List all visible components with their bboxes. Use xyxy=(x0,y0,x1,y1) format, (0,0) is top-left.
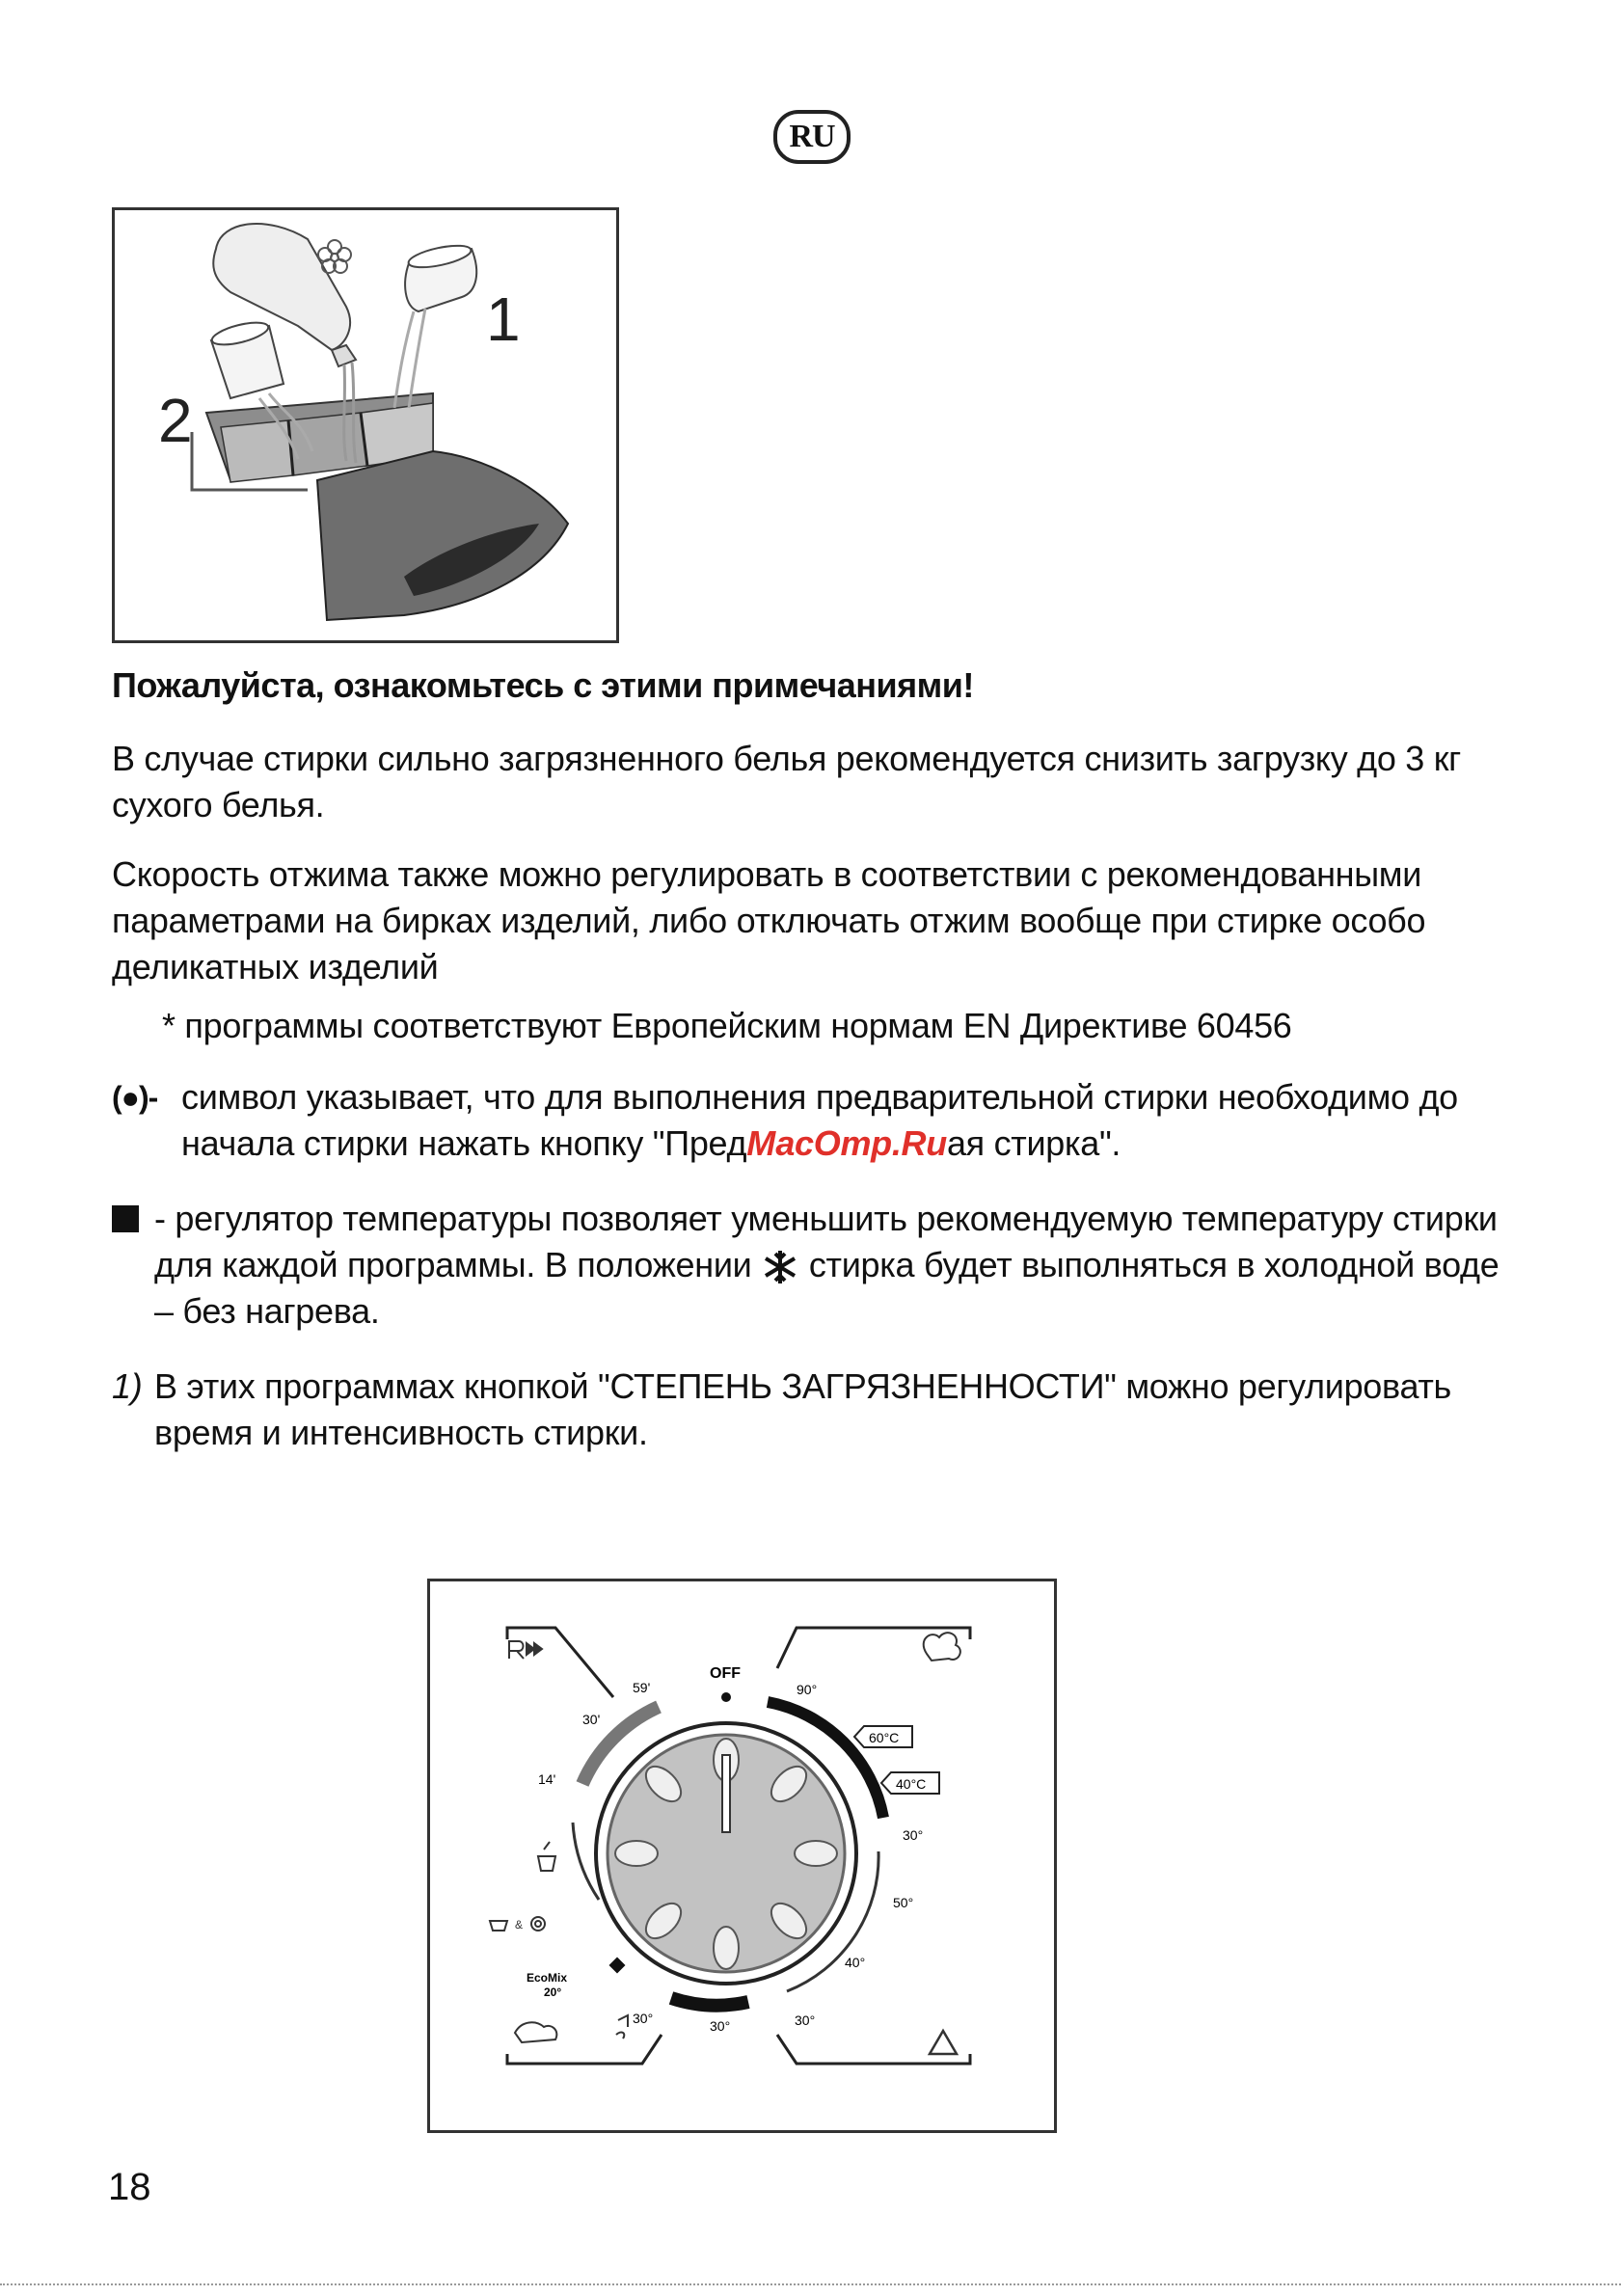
page-number: 18 xyxy=(108,2166,151,2208)
note-paragraph-standard: * программы соответствуют Европейским нормам EN Директиве 60456 xyxy=(162,1006,1292,1045)
compartment-label-2: 2 xyxy=(158,386,193,455)
wool-icon xyxy=(515,2022,556,2042)
snowflake-icon xyxy=(761,1248,799,1286)
bottom-arc xyxy=(671,1998,748,2006)
dial-label-30-bottom-2: 30° xyxy=(710,2018,731,2034)
rapid-icon xyxy=(509,1641,542,1659)
cotton-icon xyxy=(924,1633,960,1661)
dial-label-40c: 40°C xyxy=(896,1776,927,1792)
ecomix-label: EcoMix xyxy=(527,1971,568,1985)
dial-label-30-right: 30° xyxy=(903,1827,924,1843)
delicate-icon xyxy=(930,2031,957,2054)
temperature-text-end: стирка будет выполняться в холодной воде – без нагрева. xyxy=(154,1245,1499,1331)
dial-label-30: 30' xyxy=(582,1712,601,1727)
dial-label-30-delicate: 30° xyxy=(795,2012,816,2028)
ecomix-icon xyxy=(609,1958,626,1974)
dispenser-drawing xyxy=(115,210,616,640)
language-badge: RU xyxy=(773,110,851,164)
dial-label-30-bottom-1: 30° xyxy=(633,2011,654,2026)
flower-softener-icon xyxy=(318,240,351,273)
rinse-spin-icon xyxy=(490,1917,545,1931)
footnote-text: В этих программах кнопкой "СТЕПЕНЬ ЗАГРЯЗНЕННОСТИ" можно регулировать время и интенсивность стирки. xyxy=(154,1366,1452,1452)
note-item-prewash xyxy=(112,1074,1520,1167)
dial-label-40: 40° xyxy=(845,1955,866,1970)
notes-heading: Пожалуйста, ознакомьтесь с этими примечаниями! xyxy=(112,665,974,705)
dial-label-50: 50° xyxy=(893,1895,914,1910)
handwash-icon xyxy=(538,1842,555,1871)
dial-label-60c: 60°C xyxy=(869,1730,900,1745)
compartment-label-1: 1 xyxy=(486,284,521,354)
footnote-marker: 1) xyxy=(112,1366,143,1406)
dial-label-90: 90° xyxy=(797,1682,818,1697)
dial-off-label: OFF xyxy=(710,1665,741,1682)
note-item-temperature xyxy=(112,1196,1520,1335)
program-dial xyxy=(430,1581,1054,2130)
dial-label-14: 14' xyxy=(538,1771,556,1787)
prewash-symbol: (●)- xyxy=(112,1080,158,1115)
note-item-footnote xyxy=(112,1364,1520,1456)
prewash-text-start: символ указывает, что для выполнения предварительной стирки необходимо до начала стирки нажать кнопку "Пред xyxy=(181,1077,1458,1163)
program-dial-figure xyxy=(427,1579,1057,2133)
note-paragraph-load: В случае стирки сильно загрязненного белья рекомендуется снизить загрузку до 3 кг сухого белья. xyxy=(112,739,1462,824)
dial-label-59: 59' xyxy=(633,1680,651,1695)
temperature-text-start: - регулятор температуры позволяет уменьшить рекомендуемую температуру стирки для каждой программы. В положении xyxy=(154,1199,1498,1284)
powder-cup-icon-2 xyxy=(394,241,476,408)
synthetics-icon xyxy=(616,2015,628,2039)
page-edge-line xyxy=(0,2283,1621,2285)
watermark: МасОтр.Ru xyxy=(746,1123,947,1163)
square-bullet xyxy=(112,1196,139,1244)
prewash-text-end: ая стирка". xyxy=(946,1123,1121,1163)
ecomix-temp-label: 20° xyxy=(544,1985,562,1999)
svg-text:&: & xyxy=(515,1918,524,1931)
dispenser-illustration xyxy=(112,207,619,643)
note-paragraph-spin: Скорость отжима также можно регулировать в соответствии с рекомендованными параметрами на бирках изделий, либо отключать отжим вообще при стирке особо деликатных изделий xyxy=(112,854,1426,986)
